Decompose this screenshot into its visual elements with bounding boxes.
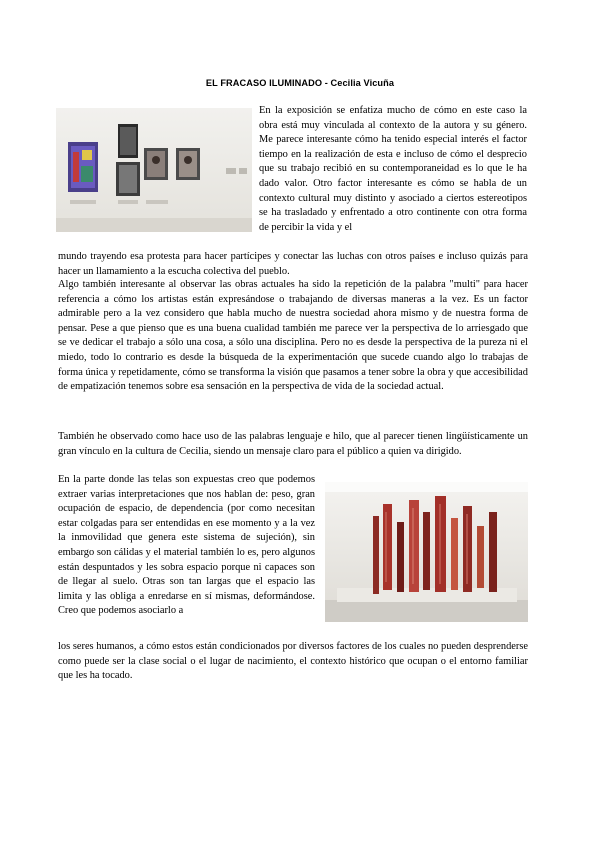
- paragraph-5: En la parte donde las telas son expuestas creo que podemos extraer varias interpretaciones que nos hablan de: peso, gran ocupación de espacio, de dependencia (por como necesitan estar colgadas para ser entendidas en ese momento y a la vez la inmovilidad que genera este sistema de sujeción), sin embargo son cálidas y el material también lo es, pero algunos están despuntados y les sobra espacio porque ni capaces son de llegar al suelo. Otras son tan largas que el espacio las limita y las obliga a enredarse en sí mismas, deformándose. Creo que podemos asociarlo a: [58, 474, 315, 617]
- paragraph-6: los seres humanos, a cómo estos están condicionados por diversos factores de los cuales no pueden desprenderse como puede ser la clase social o el lugar de nacimiento, el contexto histórico que ocupan o el entorno familiar que les ha tocado.: [58, 641, 528, 682]
- textile-installation-photo: [325, 482, 528, 622]
- paragraph-1: En la exposición se enfatiza mucho de cómo en este caso la obra está muy vinculada al contexto de la autora y su género. Me parece interesante cómo ha tenido especial interés el factor tiempo en la realización de esta e incluso de cómo el desprecio que su trabajo recibió en su contemporaneidad es lo que le ha dado valor. Otro factor interesante es cómo se habla de un contexto cultural muy distinto y asociado a ciertos estereotipos se ha trasladado y enfrentado a otro continente con otra forma de percibir la vida y el: [259, 105, 527, 233]
- paragraph-3: Algo también interesante al observar las obras actuales ha sido la repetición de la palabra "multi" para hacer referencia a cómo los artistas están expresándose o trabajando de diversas maneras a la vez. Es un factor admirable pero a la vez considero que habla mucho de nuestra sociedad ahora mismo y de nuestra forma de pensar. Pese a que pienso que es una buena cualidad también me parece ver la perspectiva de lo arriesgado que se ve dedicar el trabajo a sólo una cosa, a sólo una disciplina. Pero no es desde la perspectiva de la pureza ni el miedo, todo lo contrario es desde la búsqueda de la experimentación que sucede cuando algo lo trabajas de forma única y repetidamente, cómo se transforma la visión que pasamos a tener sobre la obra y que accesibilidad de empatización tenemos sobre esa sensación en la perspectiva de vida de la sociedad actual.: [58, 279, 528, 393]
- document-title: EL FRACASO ILUMINADO - Cecilia Vicuña: [205, 78, 395, 88]
- paragraph-2: mundo trayendo esa protesta para hacer partícipes y conectar las luchas con otros países e incluso quizás para hacer un llamamiento a la escucha colectiva del pueblo.: [58, 251, 528, 277]
- paragraph-4: También he observado como hace uso de las palabras lenguaje e hilo, que al parecer tienen lingüísticamente un gran vínculo en la cultura de Cecilia, siendo un mensaje claro para el público a quien va dirigido.: [58, 431, 528, 457]
- gallery-wall-photo: [56, 108, 252, 232]
